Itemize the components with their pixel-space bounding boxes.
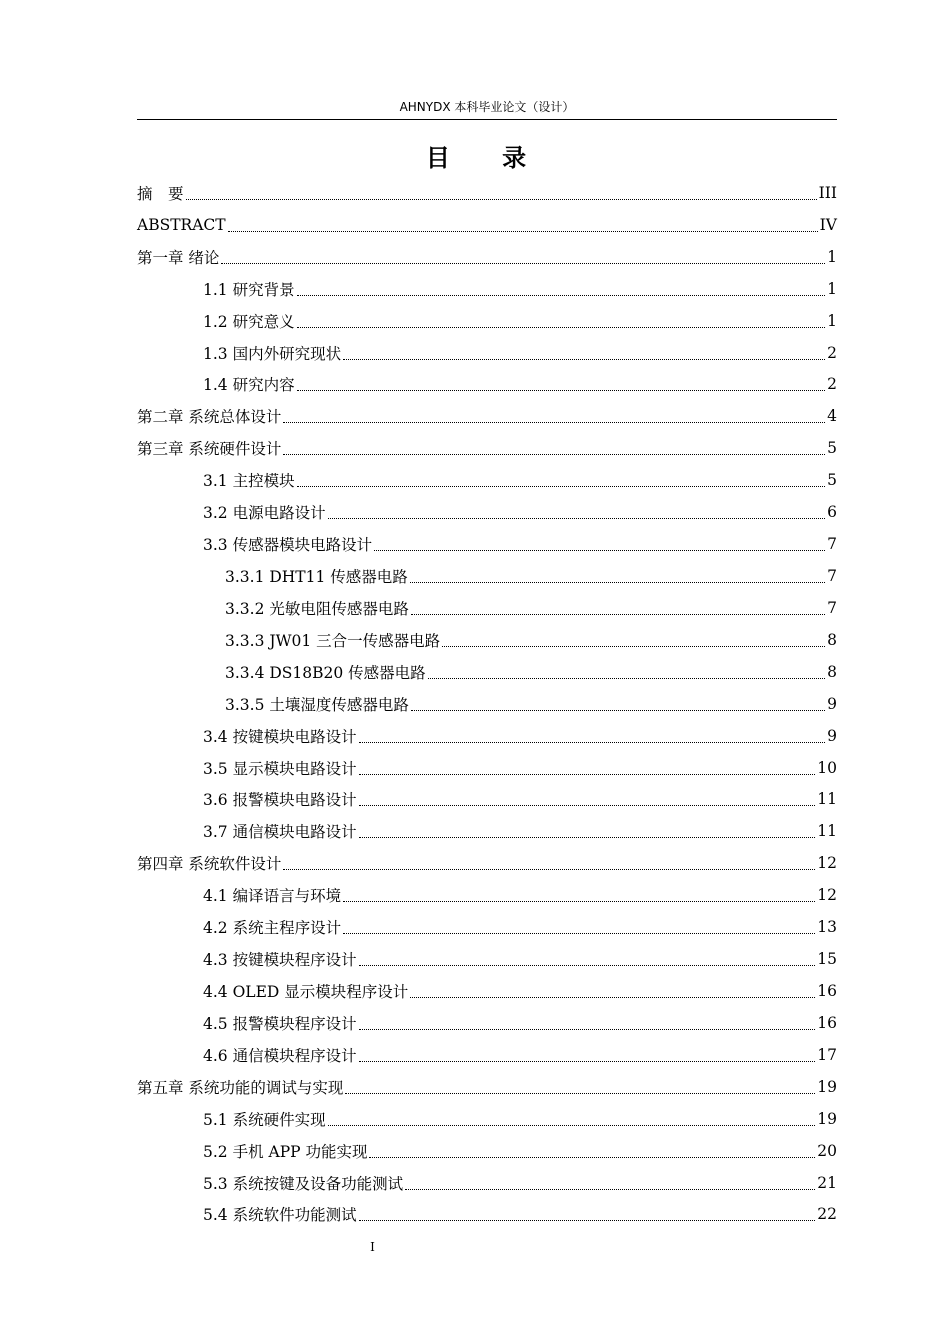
toc-entry-page: 12 <box>817 854 837 873</box>
toc-entry[interactable] <box>137 592 837 624</box>
toc-leader-dots <box>228 231 818 232</box>
toc-entry[interactable] <box>137 400 837 432</box>
toc-entry-label: 5.2 手机 APP 功能实现 <box>203 1142 368 1161</box>
toc-leader-dots <box>186 199 817 200</box>
toc-entry-page: 9 <box>827 726 837 745</box>
toc-entry-label: 5.4 系统软件功能测试 <box>203 1206 357 1225</box>
toc-title: 目 录 <box>425 144 549 172</box>
toc-entry[interactable] <box>137 815 837 847</box>
toc-entry-label: 1.3 国内外研究现状 <box>203 344 342 363</box>
toc-leader-dots <box>297 390 826 391</box>
toc-entry-label: 4.2 系统主程序设计 <box>203 919 342 938</box>
toc-entry-page: IV <box>819 215 837 234</box>
toc-entry-label: 3.3.3 JW01 三合一传感器电路 <box>225 631 441 650</box>
toc-leader-dots <box>410 997 815 998</box>
toc-entry-label: 3.7 通信模块电路设计 <box>203 823 357 842</box>
toc-entry-page: 8 <box>827 630 837 649</box>
toc-entry[interactable] <box>137 273 837 305</box>
toc-leader-dots <box>359 1061 816 1062</box>
toc-entry-label: 5.1 系统硬件实现 <box>203 1110 326 1129</box>
toc-entry-page: 9 <box>827 694 837 713</box>
toc-entry-page: 19 <box>817 1077 837 1096</box>
toc-entry-label: 3.3.2 光敏电阻传感器电路 <box>225 599 409 618</box>
toc-leader-dots <box>343 933 815 934</box>
toc-entry-page: 1 <box>827 247 837 266</box>
toc-entry-page: 15 <box>817 950 837 969</box>
toc-entry-page: 7 <box>827 535 837 554</box>
toc-entry[interactable] <box>137 1071 837 1103</box>
toc-leader-dots <box>343 901 815 902</box>
toc-leader-dots <box>345 1093 815 1094</box>
toc-leader-dots <box>221 263 825 264</box>
toc-entry[interactable] <box>137 1007 837 1039</box>
toc-entry-page: 13 <box>817 918 837 937</box>
toc-entry-page: 12 <box>817 886 837 905</box>
toc-entry-label: 3.5 显示模块电路设计 <box>203 759 357 778</box>
toc-entry-label: 3.3.1 DHT11 传感器电路 <box>225 568 408 587</box>
toc-leader-dots <box>297 295 826 296</box>
toc-leader-dots <box>359 837 816 838</box>
toc-leader-dots <box>374 550 825 551</box>
toc-entry-page: III <box>818 183 837 202</box>
toc-leader-dots <box>328 518 826 519</box>
toc-entry-label: 第四章 系统软件设计 <box>137 855 282 874</box>
toc-entry-label: 3.2 电源电路设计 <box>203 504 326 523</box>
toc-entry[interactable] <box>137 337 837 369</box>
toc-entry-page: 4 <box>827 407 837 426</box>
toc-entry-page: 7 <box>827 567 837 586</box>
toc-leader-dots <box>328 1125 816 1126</box>
toc-entry-page: 16 <box>817 1013 837 1032</box>
toc-entry-page: 5 <box>827 471 837 490</box>
toc-entry-page: 6 <box>827 503 837 522</box>
toc-entry-page: 20 <box>817 1141 837 1160</box>
toc-entry[interactable] <box>137 1039 837 1071</box>
page-number: I <box>370 1240 375 1254</box>
toc-entry[interactable] <box>137 209 837 241</box>
toc-entry[interactable] <box>137 560 837 592</box>
toc-entry[interactable] <box>137 177 837 209</box>
toc-entry-page: 21 <box>817 1173 837 1192</box>
toc-entry-page: 11 <box>817 790 837 809</box>
toc-leader-dots <box>283 869 815 870</box>
toc-entry[interactable] <box>137 943 837 975</box>
toc-entry-page: 2 <box>827 343 837 362</box>
toc-entry-label: 第二章 系统总体设计 <box>137 408 282 427</box>
toc-entry-page: 1 <box>827 311 837 330</box>
toc-entry[interactable] <box>137 975 837 1007</box>
toc-leader-dots <box>359 1220 816 1221</box>
toc-leader-dots <box>410 582 825 583</box>
toc-leader-dots <box>369 1157 815 1158</box>
toc-entry[interactable] <box>137 305 837 337</box>
toc-leader-dots <box>411 710 825 711</box>
toc-entry-page: 22 <box>817 1205 837 1224</box>
toc-leader-dots <box>359 1029 816 1030</box>
toc-entry[interactable] <box>137 464 837 496</box>
toc-entry-page: 11 <box>817 822 837 841</box>
toc-entry[interactable] <box>137 241 837 273</box>
toc-entry[interactable] <box>137 879 837 911</box>
toc-entry[interactable] <box>137 528 837 560</box>
toc-entry[interactable] <box>137 1103 837 1135</box>
toc-leader-dots <box>359 965 816 966</box>
toc-entry[interactable] <box>137 784 837 816</box>
toc-entry-page: 2 <box>827 375 837 394</box>
toc-entry[interactable] <box>137 432 837 464</box>
toc-entry-page: 17 <box>817 1045 837 1064</box>
toc-leader-dots <box>359 805 816 806</box>
toc-entry-label: 3.3 传感器模块电路设计 <box>203 536 373 555</box>
toc-leader-dots <box>411 614 825 615</box>
toc-entry-page: 7 <box>827 598 837 617</box>
toc-entry[interactable] <box>137 1167 837 1199</box>
toc-leader-dots <box>359 742 826 743</box>
toc-leader-dots <box>283 422 825 423</box>
toc-entry[interactable] <box>137 752 837 784</box>
toc-leader-dots <box>283 454 825 455</box>
toc-entry-label: 3.1 主控模块 <box>203 472 295 491</box>
toc-entry-label: 3.3.5 土壤湿度传感器电路 <box>225 695 409 714</box>
toc-entry-label: 第一章 绪论 <box>137 248 220 267</box>
toc-entry-label: 摘 要 <box>137 184 184 203</box>
toc-entry-label: 第三章 系统硬件设计 <box>137 440 282 459</box>
toc-entry[interactable] <box>137 656 837 688</box>
toc-entry-page: 5 <box>827 439 837 458</box>
toc-entry-page: 16 <box>817 982 837 1000</box>
toc-leader-dots <box>343 359 825 360</box>
toc-leader-dots <box>442 646 825 647</box>
toc-entry-label: 3.6 报警模块电路设计 <box>203 791 357 810</box>
toc-entry[interactable] <box>137 1135 837 1167</box>
toc-leader-dots <box>359 774 816 775</box>
toc-leader-dots <box>405 1189 815 1190</box>
toc-entry-label: ABSTRACT <box>137 215 226 234</box>
toc-entry[interactable] <box>137 369 837 401</box>
toc-entry-page: 1 <box>827 279 837 298</box>
toc-entry-label: 1.1 研究背景 <box>203 280 295 299</box>
toc-entry-label: 4.1 编译语言与环境 <box>203 887 342 906</box>
toc-entry[interactable] <box>137 847 837 879</box>
toc-entry-label: 4.5 报警模块程序设计 <box>203 1014 357 1033</box>
toc-entry-page: 19 <box>817 1109 837 1128</box>
toc-entry[interactable] <box>137 720 837 752</box>
toc-leader-dots <box>297 486 826 487</box>
toc-entry-label: 4.3 按键模块程序设计 <box>203 951 357 970</box>
toc-entry-page: 8 <box>827 662 837 681</box>
toc-entry[interactable] <box>137 624 837 656</box>
toc-entry[interactable] <box>137 911 837 943</box>
table-of-contents <box>137 177 837 1230</box>
toc-entry-label: 5.3 系统按键及设备功能测试 <box>203 1174 404 1193</box>
toc-entry-label: 第五章 系统功能的调试与实现 <box>137 1078 344 1097</box>
page-header: AHNYDX 本科毕业论文（设计） <box>137 98 837 120</box>
toc-entry-label: 3.4 按键模块电路设计 <box>203 727 357 746</box>
toc-entry[interactable] <box>137 688 837 720</box>
toc-entry[interactable] <box>137 496 837 528</box>
toc-leader-dots <box>428 678 825 679</box>
toc-entry-label: 4.6 通信模块程序设计 <box>203 1046 357 1065</box>
toc-leader-dots <box>297 327 826 328</box>
toc-entry-page: 10 <box>817 758 837 777</box>
toc-entry-label: 4.4 OLED 显示模块程序设计 <box>203 983 409 1001</box>
toc-entry[interactable] <box>137 1199 837 1231</box>
toc-entry-label: 1.4 研究内容 <box>203 376 295 395</box>
toc-entry-label: 1.2 研究意义 <box>203 312 295 331</box>
toc-entry-label: 3.3.4 DS18B20 传感器电路 <box>225 663 426 682</box>
